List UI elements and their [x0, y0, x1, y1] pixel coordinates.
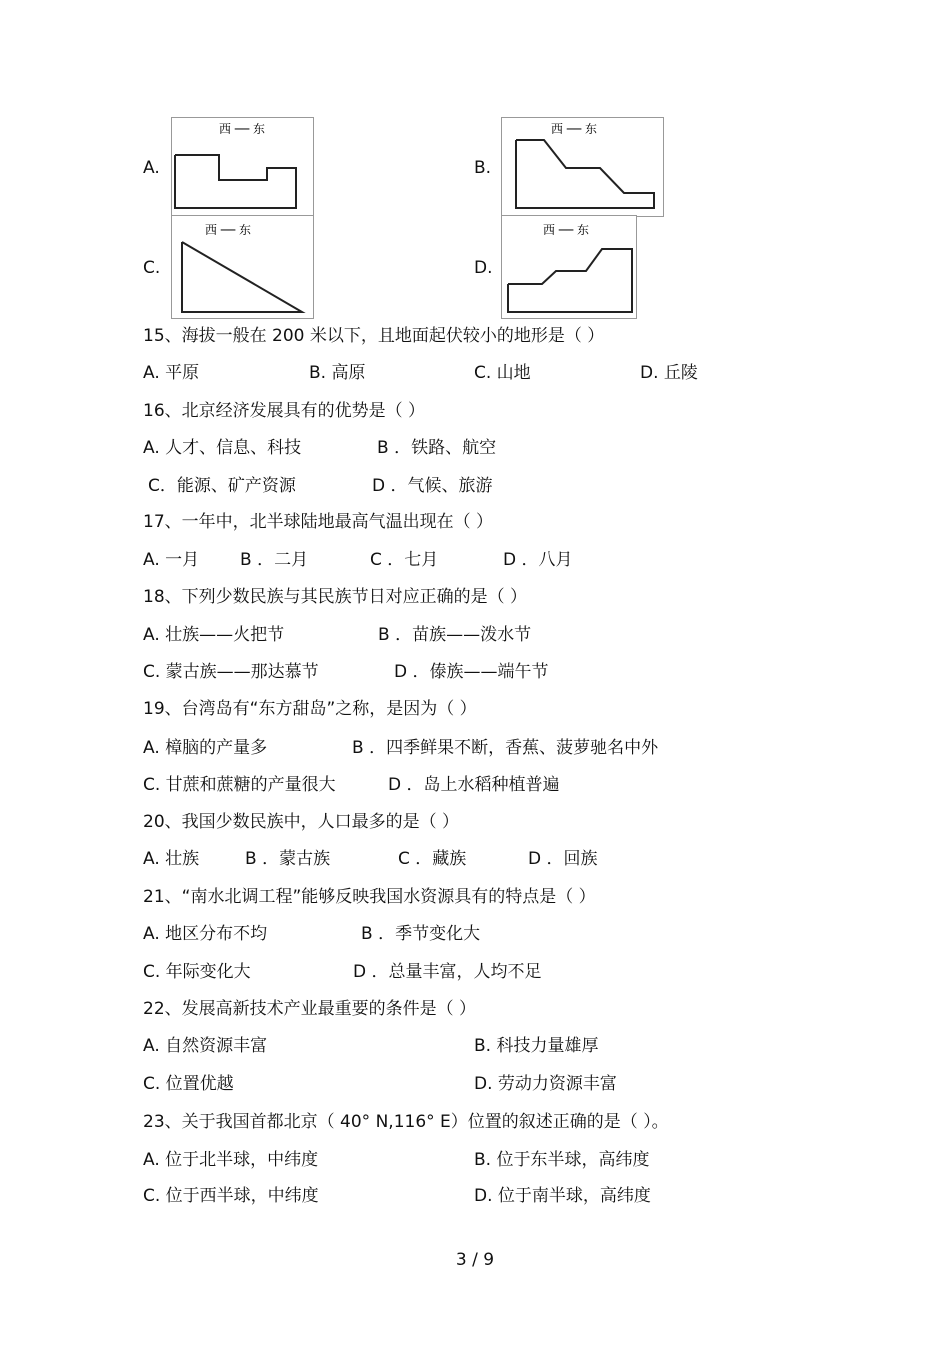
- q17-option-a: A. 一月: [143, 550, 200, 570]
- question-20: 20、我国少数民族中，人口最多的是（ ）: [143, 812, 460, 832]
- q18-option-d: D ．傣族——端午节: [394, 662, 549, 682]
- q20-option-b: B ．蒙古族: [245, 849, 331, 869]
- profile-b-caption: 西 ── 东: [550, 122, 598, 136]
- q21-option-d: D ．总量丰富，人均不足: [353, 962, 542, 982]
- question-17: 17、一年中，北半球陆地最高气温出现在（ ）: [143, 512, 494, 532]
- q19-option-a: A. 樟脑的产量多: [143, 738, 268, 758]
- q23-option-d: D. 位于南半球，高纬度: [474, 1186, 651, 1206]
- profile-b-figure: [501, 117, 664, 217]
- q16-option-c: C．能源、矿产资源: [148, 476, 296, 496]
- q23-option-b: B. 位于东半球，高纬度: [474, 1150, 650, 1170]
- q20-option-d: D ．回族: [528, 849, 598, 869]
- profile-a-caption: 西 ── 东: [218, 122, 266, 136]
- profile-a-figure: [171, 117, 314, 217]
- q15-option-d: D. 丘陵: [640, 363, 698, 383]
- option-d-label: D.: [474, 258, 493, 278]
- q22-option-b: B. 科技力量雄厚: [474, 1036, 599, 1056]
- q18-option-c: C. 蒙古族——那达慕节: [143, 662, 319, 682]
- q20-option-c: C ．藏族: [398, 849, 467, 869]
- q21-option-c: C. 年际变化大: [143, 962, 251, 982]
- q17-option-b: B ．二月: [240, 550, 309, 570]
- q19-option-c: C. 甘蔗和蔗糖的产量很大: [143, 775, 336, 795]
- q23-option-a: A. 位于北半球，中纬度: [143, 1150, 319, 1170]
- q18-option-b: B ．苗族——泼水节: [378, 625, 532, 645]
- page-number: 3 / 9: [455, 1250, 495, 1270]
- q17-option-d: D ．八月: [503, 550, 573, 570]
- profile-c-figure: [171, 215, 314, 319]
- question-23: 23、关于我国首都北京（ 40° N,116° E）位置的叙述正确的是（ ）。: [143, 1112, 669, 1132]
- q16-option-d: D ．气候、旅游: [372, 476, 493, 496]
- profile-d-caption: 西 ── 东: [542, 223, 590, 237]
- q18-option-a: A. 壮族——火把节: [143, 625, 285, 645]
- q21-option-b: B ．季节变化大: [361, 924, 481, 944]
- q15-option-b: B. 高原: [309, 363, 366, 383]
- q19-option-b: B ．四季鲜果不断，香蕉、菠萝驰名中外: [352, 738, 659, 758]
- question-16: 16、北京经济发展具有的优势是（ ）: [143, 401, 426, 421]
- question-19: 19、台湾岛有“东方甜岛”之称，是因为（ ）: [143, 699, 477, 719]
- q15-option-a: A. 平原: [143, 363, 200, 383]
- q22-option-d: D. 劳动力资源丰富: [474, 1074, 617, 1094]
- q23-option-c: C. 位于西半球，中纬度: [143, 1186, 319, 1206]
- q20-option-a: A. 壮族: [143, 849, 200, 869]
- q19-option-d: D ．岛上水稻种植普遍: [388, 775, 560, 795]
- question-18: 18、下列少数民族与其民族节日对应正确的是（ ）: [143, 587, 528, 607]
- option-c-label: C.: [143, 258, 161, 278]
- profile-c-caption: 西 ── 东: [204, 223, 252, 237]
- profile-d-figure: [501, 215, 637, 319]
- q21-option-a: A. 地区分布不均: [143, 924, 268, 944]
- q22-option-c: C. 位置优越: [143, 1074, 234, 1094]
- question-21: 21、“南水北调工程”能够反映我国水资源具有的特点是（ ）: [143, 887, 596, 907]
- q16-option-a: A. 人才、信息、科技: [143, 438, 302, 458]
- option-a-label: A.: [143, 158, 160, 178]
- option-b-label: B.: [474, 158, 492, 178]
- q15-option-c: C. 山地: [474, 363, 531, 383]
- q22-option-a: A. 自然资源丰富: [143, 1036, 268, 1056]
- q17-option-c: C ．七月: [370, 550, 439, 570]
- question-22: 22、发展高新技术产业最重要的条件是（ ）: [143, 999, 477, 1019]
- question-15: 15、海拔一般在 200 米以下，且地面起伏较小的地形是（ ）: [143, 326, 605, 346]
- q16-option-b: B ．铁路、航空: [377, 438, 497, 458]
